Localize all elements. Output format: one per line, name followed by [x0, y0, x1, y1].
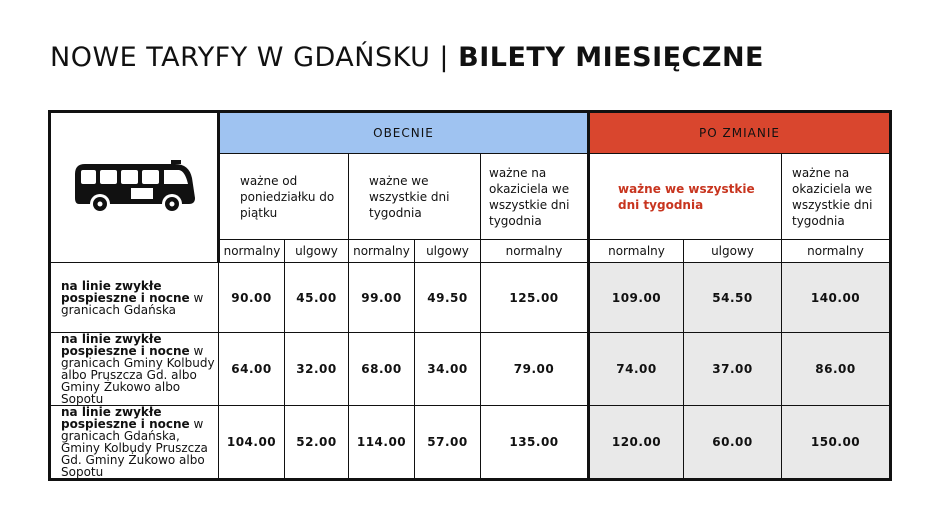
price-cell: 86.00 [782, 333, 891, 406]
price-cell: 120.00 [589, 406, 684, 480]
bus-icon [71, 154, 197, 218]
validity-all-days-new: ważne we wszystkie dni tygodnia [589, 154, 782, 240]
price-cell: 109.00 [589, 263, 684, 333]
table-row [50, 406, 891, 480]
price-cell: 140.00 [782, 263, 891, 333]
title-bold: BILETY MIESIĘCZNE [458, 42, 764, 73]
table-row [50, 263, 891, 333]
type-reduced: ulgowy [415, 240, 481, 263]
type-normal: normalny [481, 240, 589, 263]
price-cell: 52.00 [285, 406, 349, 480]
type-reduced: ulgowy [684, 240, 782, 263]
price-cell: 74.00 [589, 333, 684, 406]
type-normal: normalny [219, 240, 285, 263]
price-cell: 32.00 [285, 333, 349, 406]
price-cell: 34.00 [415, 333, 481, 406]
type-reduced: ulgowy [285, 240, 349, 263]
validity-bearer-new: ważne na okaziciela we wszystkie dni tygodnia [782, 154, 891, 240]
price-cell: 104.00 [219, 406, 285, 480]
price-cell: 114.00 [349, 406, 415, 480]
price-cell: 54.50 [684, 263, 782, 333]
price-cell: 135.00 [481, 406, 589, 480]
page-title [50, 42, 764, 73]
price-cell: 49.50 [415, 263, 481, 333]
price-cell: 99.00 [349, 263, 415, 333]
fares-table [48, 110, 892, 481]
table-row [50, 333, 891, 406]
price-cell: 90.00 [219, 263, 285, 333]
group-header-current: OBECNIE [219, 112, 589, 154]
price-cell: 79.00 [481, 333, 589, 406]
validity-all-days: ważne we wszystkie dni tygodnia [349, 154, 481, 240]
row-label: na linie zwykłe pospieszne i nocne w granicach Gdańska, Gminy Kolbudy Pruszcza Gd. Gminy Żukowo albo Sopotu [50, 406, 219, 480]
validity-bearer-current: ważne na okaziciela we wszystkie dni tygodnia [481, 154, 589, 240]
group-header-after: PO ZMIANIE [589, 112, 891, 154]
row-label: na linie zwykłe pospieszne i nocne w granicach Gdańska [50, 263, 219, 333]
type-normal: normalny [589, 240, 684, 263]
price-cell: 125.00 [481, 263, 589, 333]
price-cell: 68.00 [349, 333, 415, 406]
type-normal: normalny [349, 240, 415, 263]
validity-weekdays: ważne od poniedziałku do piątku [219, 154, 349, 240]
price-cell: 45.00 [285, 263, 349, 333]
bus-icon-cell [50, 112, 219, 263]
price-cell: 60.00 [684, 406, 782, 480]
type-normal: normalny [782, 240, 891, 263]
row-label: na linie zwykłe pospieszne i nocne w granicach Gminy Kolbudy albo Pruszcza Gd. albo Gminy Żukowo albo Sopotu [50, 333, 219, 406]
price-cell: 57.00 [415, 406, 481, 480]
price-cell: 37.00 [684, 333, 782, 406]
price-cell: 150.00 [782, 406, 891, 480]
price-cell: 64.00 [219, 333, 285, 406]
title-regular: NOWE TARYFY W GDAŃSKU | [50, 42, 459, 73]
